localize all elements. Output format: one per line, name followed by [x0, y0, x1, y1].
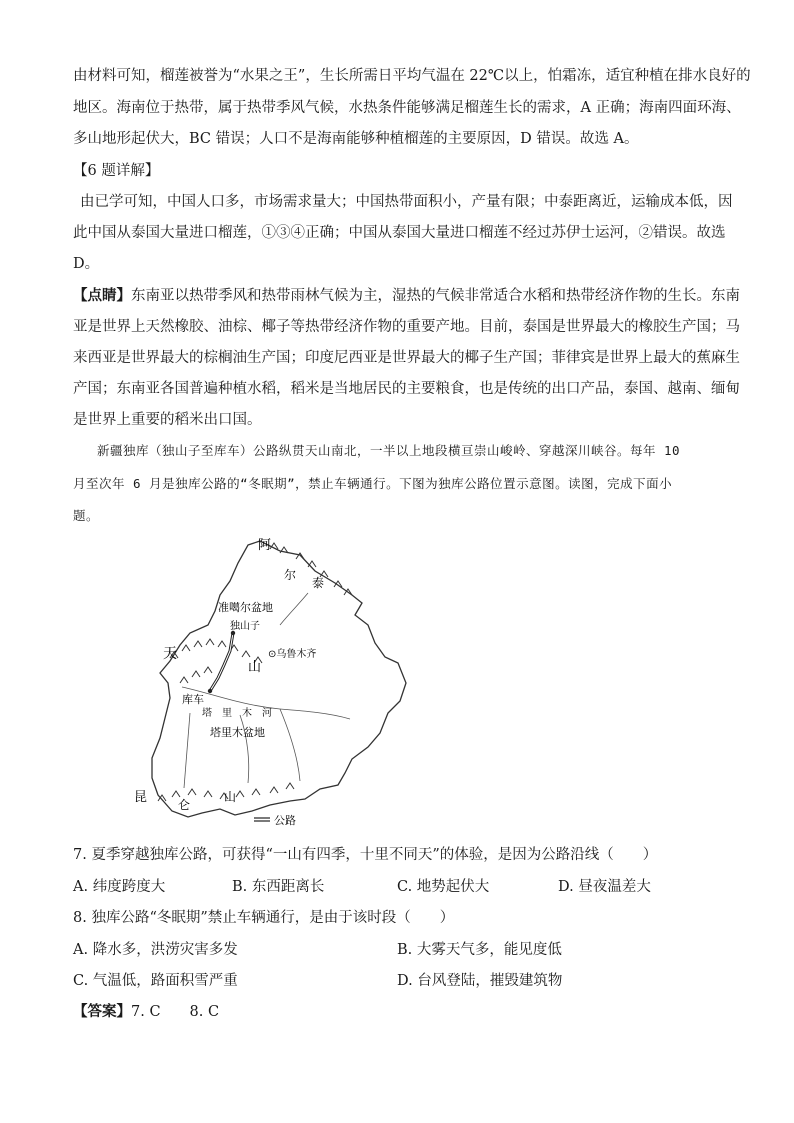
tip-line	[73, 286, 740, 306]
paragraph-line: 地区。海南位于热带，属于热带季风气候，水热条件能够满足榴莲生长的需求，A 正确；海南四面环海、	[73, 100, 741, 116]
q8-option-d[interactable]: D. 台风登陆，摧毁建筑物	[397, 973, 563, 989]
dukuhighway-map	[130, 533, 420, 833]
paragraph-line: 多山地形起伏大，BC 错误；人口不是海南能够种植榴莲的主要原因，D 错误。故选 A。	[73, 131, 639, 147]
paragraph-line: 此中国从泰国大量进口榴莲，①③④正确；中国从泰国大量进口榴莲不经过苏伊士运河，②错误。故选	[73, 225, 726, 241]
map-label-lun: 仑	[178, 798, 191, 812]
q8-option-a[interactable]: A. 降水多，洪涝灾害多发	[73, 942, 238, 958]
q7-option-c[interactable]: C. 地势起伏大	[397, 879, 490, 895]
question-7-stem: 7. 夏季穿越独库公路，可获得“一山有四季，十里不同天”的体验，是因为公路沿线（ ）	[73, 847, 658, 863]
map-legend-road: 公路	[274, 814, 296, 827]
paragraph-line: D。	[73, 256, 100, 272]
material-line: 题。	[73, 508, 100, 523]
xinjiang-outline	[152, 541, 406, 817]
map-label-urumqi: ⊙乌鲁木齐	[268, 649, 317, 660]
tip-label: 【点睛】	[73, 287, 131, 304]
map-label-tian: 天	[163, 646, 177, 662]
q7-option-b[interactable]: B. 东西距离长	[232, 879, 325, 895]
map-label-kuche: 库车	[182, 693, 204, 706]
map-label-shan2: 山	[224, 790, 237, 804]
map-label-tai: 泰	[312, 576, 325, 590]
paragraph-line: 来西亚是世界最大的棕榈油生产国；印度尼西亚是世界最大的椰子生产国；菲律宾是世界上最大的蕉麻生	[73, 350, 740, 366]
map-label-tarim-basin: 塔里木盆地	[210, 726, 265, 739]
map-label-kun: 昆	[134, 790, 148, 805]
q7-option-d[interactable]: D. 昼夜温差大	[558, 879, 651, 895]
material-line: 新疆独库（独山子至库车）公路纵贯天山南北，一半以上地段横亘崇山峻岭、穿越深川峡谷。每年 10	[97, 443, 681, 458]
paragraph-line: 亚是世界上天然橡胶、油棕、椰子等热带经济作物的重要产地。目前，泰国是世界最大的橡胶生产国；马	[73, 319, 740, 335]
q7-option-a[interactable]: A. 纬度跨度大	[73, 879, 166, 895]
answer-line	[73, 1002, 219, 1022]
q8-option-c[interactable]: C. 气温低，路面积雪严重	[73, 973, 238, 989]
map-label-tarim-river: 塔 里 木 河	[202, 708, 272, 719]
map-label-junggar: 准噶尔盆地	[218, 601, 273, 614]
question-8-stem: 8. 独库公路“冬眠期”禁止车辆通行，是由于该时段（ ）	[73, 910, 455, 926]
map-label-er: 尔	[284, 568, 297, 582]
map-label-a: 阿	[258, 538, 272, 553]
answer-label: 【答案】	[73, 1003, 131, 1020]
paragraph-line: 由已学可知，中国人口多，市场需求量大；中国热带面积小，产量有限；中泰距离近，运输成本低，因	[80, 194, 733, 210]
map-label-dushanzi: 独山子	[230, 621, 260, 632]
map-label-shan: 山	[248, 660, 262, 675]
material-line: 月至次年 6 月是独库公路的“冬眠期”，禁止车辆通行。下图为独库公路位置示意图。读图，完成下面小	[73, 476, 673, 491]
q8-option-b[interactable]: B. 大雾天气多，能见度低	[397, 942, 562, 958]
tip-text: 东南亚以热带季风和热带雨林气候为主，湿热的气候非常适合水稻和热带经济作物的生长。东南	[131, 288, 740, 304]
answer-value: 7. C 8. C	[131, 1004, 220, 1020]
paragraph-line: 产国；东南亚各国普遍种植水稻，稻米是当地居民的主要粮食，也是传统的出口产品，泰国、越南、缅甸	[73, 381, 740, 397]
paragraph-line: 由材料可知，榴莲被誉为“水果之王”，生长所需日平均气温在 22℃以上，怕霜冻，适宜种植在排水良好的	[73, 68, 751, 84]
section-heading-q6: 【6 题详解】	[73, 163, 160, 179]
paragraph-line: 是世界上重要的稻米出口国。	[73, 412, 262, 428]
